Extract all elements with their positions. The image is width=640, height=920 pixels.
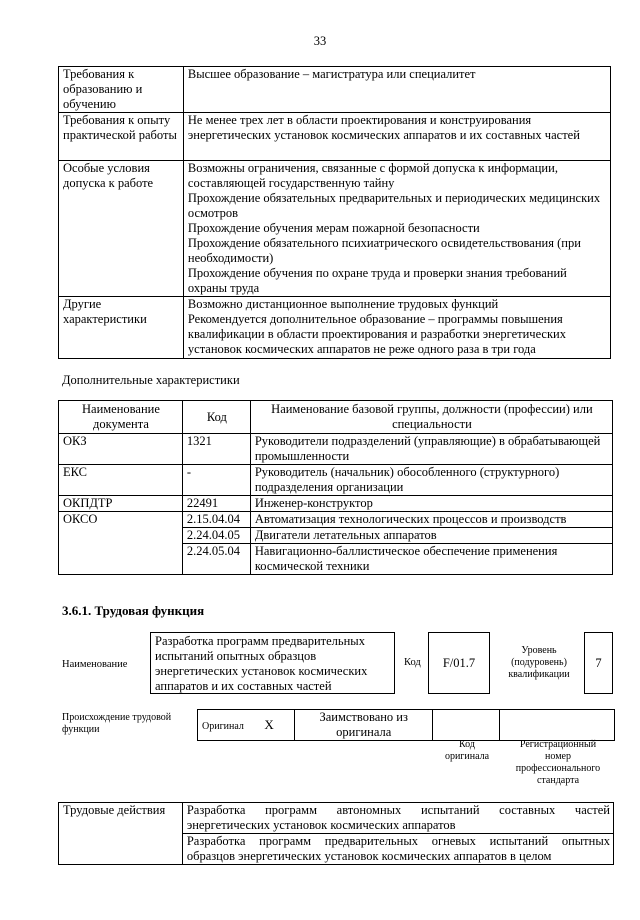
function-name-line: Разработка программ предварительных [155, 634, 365, 648]
table-row [59, 803, 614, 834]
table-row [59, 113, 611, 161]
table-header-row [59, 401, 613, 434]
table-row [59, 465, 613, 496]
action-item: Разработка программ автономных испытаний составных частей энергетических установок космических аппаратов [182, 803, 613, 834]
code-label: Код [404, 657, 421, 668]
origin-reg-cell [500, 710, 615, 741]
cell-name: Автоматизация технологических процессов и производств [250, 512, 612, 528]
table-row [59, 297, 611, 359]
code-caption: Код оригинала [444, 739, 490, 762]
cell-doc: ОКЗ [59, 434, 183, 465]
table-row [198, 710, 615, 741]
cell-code: 22491 [182, 496, 250, 512]
cell-doc: ОКПДТР [59, 496, 183, 512]
list-item: Возможно дистанционное выполнение трудовых функций [187, 297, 499, 311]
row-label-education: Требования к образованию и обучению [59, 67, 184, 113]
table-row [59, 67, 611, 113]
row-label-experience: Требования к опыту практической работы [59, 113, 184, 161]
origin-label: Происхождение трудовой функции [62, 712, 172, 735]
list-item: Прохождение обязательных предварительных и периодических медицинских осмотров [187, 191, 601, 220]
additional-table [58, 400, 613, 575]
original-mark: X [264, 716, 274, 732]
original-cell: Оригинал X [198, 710, 295, 741]
header-name: Наименование базовой группы, должности (профессии) или специальности [250, 401, 612, 434]
list-item: Прохождение обучения по охране труда и проверки знания требований охраны труда [187, 266, 567, 295]
row-value-other [183, 297, 610, 359]
action-item: Разработка программ предварительных огневых испытаний опытных образцов энергетических установок космических аппаратов в целом [182, 834, 613, 865]
list-item: Не менее трех лет в области проектирования и конструирования энергетических установок космических аппаратов и их составных частей [187, 113, 580, 142]
list-item: Возможны ограничения, связанные с формой допуска к информации, составляющей государственную тайну [187, 161, 558, 190]
requirements-table [58, 66, 611, 359]
function-code-box [428, 632, 490, 694]
cell-name: Инженер-конструктор [250, 496, 612, 512]
reg-caption: Регистрационный номер профессионального стандарта [515, 739, 601, 786]
cell-code: 2.24.05.04 [182, 544, 250, 575]
cell-code: 2.15.04.04 [182, 512, 250, 528]
header-document: Наименование документа [59, 401, 183, 434]
cell-name: Руководитель (начальник) обособленного (структурного) подразделения организации [250, 465, 612, 496]
function-name-line: аппаратов и их составных частей [155, 679, 332, 693]
table-row [59, 161, 611, 297]
cell-name: Навигационно-баллистическое обеспечение применения космической техники [250, 544, 612, 575]
actions-table [58, 802, 614, 865]
list-item: Прохождение обязательного психиатрического освидетельствования (при необходимости) [187, 236, 581, 265]
row-label-other: Другие характеристики [59, 297, 184, 359]
level-value: 7 [595, 656, 602, 670]
function-name-line: энергетических установок космических [155, 664, 368, 678]
list-item: Рекомендуется дополнительное образование – программы повышения квалификации в области проектирования и разработки энергетических установок космических аппаратов не реже одного раза в три года [187, 312, 566, 356]
borrowed-cell: Заимствовано из оригинала [294, 710, 432, 741]
origin-code-cell [432, 710, 500, 741]
page-number: 33 [313, 34, 327, 48]
row-value-education [183, 67, 610, 113]
list-item: Высшее образование – магистратура или специалитет [187, 67, 476, 81]
level-box [584, 632, 613, 694]
list-item: Прохождение обучения мерам пожарной безопасности [187, 221, 480, 235]
cell-code: 1321 [182, 434, 250, 465]
function-name-box [150, 632, 395, 694]
additional-heading: Дополнительные характеристики [62, 373, 240, 387]
actions-label: Трудовые действия [59, 803, 183, 865]
name-label: Наименование [62, 659, 128, 670]
row-value-admission [183, 161, 610, 297]
header-code: Код [182, 401, 250, 434]
level-label: Уровень (подуровень) квалификации [508, 645, 570, 680]
table-row [59, 496, 613, 512]
cell-doc: ОКСО [59, 512, 183, 575]
cell-code: - [182, 465, 250, 496]
row-label-admission: Особые условия допуска к работе [59, 161, 184, 297]
section-heading: 3.6.1. Трудовая функция [62, 603, 205, 618]
table-row [59, 512, 613, 528]
row-value-experience [183, 113, 610, 161]
cell-name: Руководители подразделений (управляющие) в обрабатывающей промышленности [250, 434, 612, 465]
function-name-line: испытаний опытных образцов [155, 649, 317, 663]
cell-doc: ЕКС [59, 465, 183, 496]
table-row [59, 434, 613, 465]
function-code-value: F/01.7 [442, 656, 476, 670]
cell-code: 2.24.04.05 [182, 528, 250, 544]
cell-name: Двигатели летательных аппаратов [250, 528, 612, 544]
origin-table [197, 709, 615, 741]
